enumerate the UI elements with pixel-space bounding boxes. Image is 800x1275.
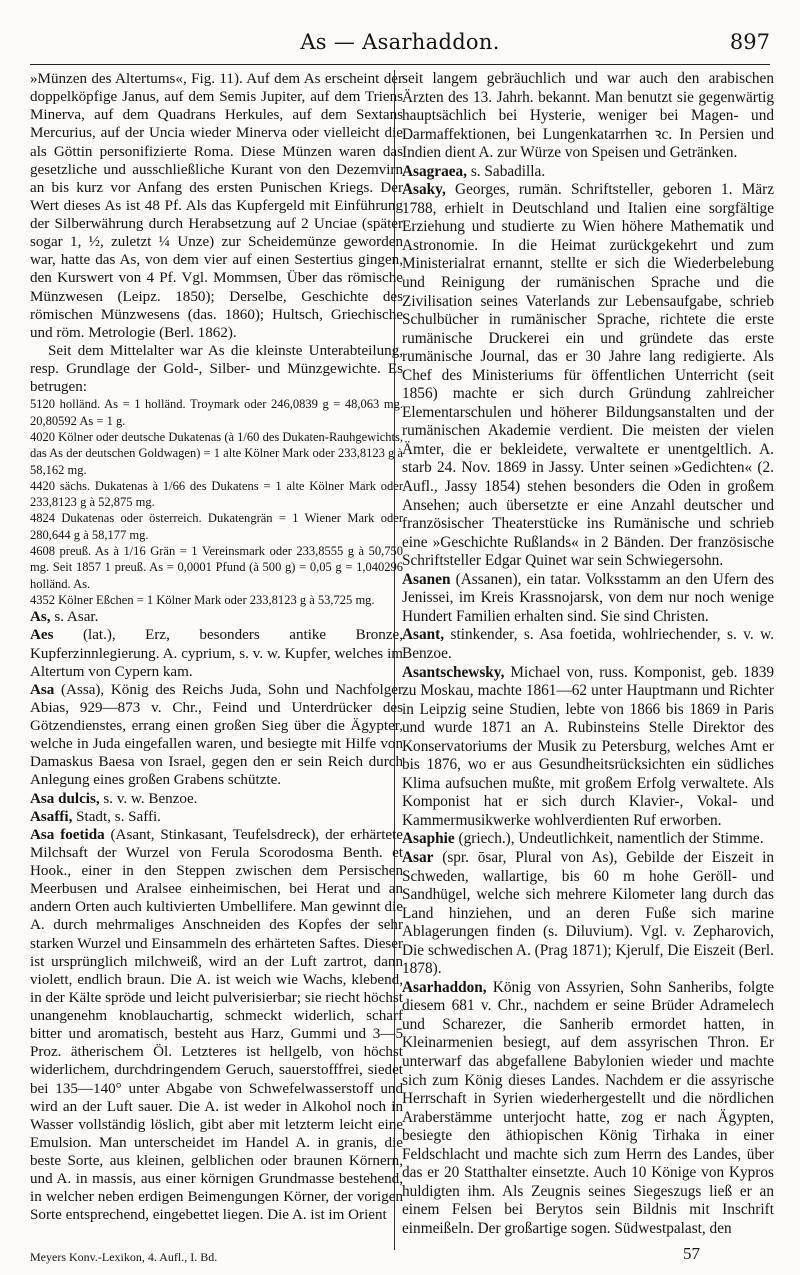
footer-imprint: Meyers Konv.-Lexikon, 4. Aufl., I. Bd. bbox=[30, 1250, 218, 1264]
entry-headword: Asar bbox=[402, 848, 434, 866]
dictionary-entry bbox=[30, 808, 403, 826]
right-intro-paragraph: seit langem gebräuchlich und war auch den arabischen Ärzten des 13. Jahrh. bekannt. Man benutzt sie gegenwärtig hauptsächlich bei Hysterie, weniger bei Magen- und Darmaffektionen, bei Lungenkatarrhen ꝛc. In Persien und Indien dient A. zur Würze von Speisen und Getränken. bbox=[402, 70, 774, 162]
entry-headword: Asaphie bbox=[402, 830, 455, 848]
entry-body: (spr. ōsar, Plural von As), Gebilde der Eiszeit in Schweden, wallartige, bis 60 m hohe Geröll- und Sandhügel, welche sich mehrere Kilometer lang durch das Land hinziehen, und an deren Fuße sich marine Ablagerungen finden (s. Diluvium). Vgl. v. Zepharovich, Die schwedischen A. (Prag 1871); Kjerulf, Die Eiszeit (Berl. 1878). bbox=[402, 848, 774, 978]
entry-body: Michael von, russ. Komponist, geb. 1839 zu Moskau, machte 1861—62 unter Hauptmann und Richter in Leipzig seine Studien, lebte von 1866 bis 1869 in Paris und wurde 1871 an A. Rubinsteins Stelle Direktor des Konservatoriums der Musik zu Petersburg, welches Amt er bis 1876, wo er aus Gesundheitsrücksichten ein südliches Klima aufsuchen mußte, mit großem Erfolg verwaltete. Als Komponist hat er sich durch Klavier-, Vokal- und Kammermusikwerke wohlverdienten Ruf erworben. bbox=[402, 663, 774, 829]
entry-body: s. v. w. Benzoe. bbox=[99, 790, 198, 807]
entry-headword: Asa bbox=[30, 681, 55, 698]
entry-body: (griech.), Undeutlichkeit, namentlich der Stimme. bbox=[454, 830, 764, 848]
measure-item: 4608 preuß. As à 1/16 Grän = 1 Vereinsmark oder 233,8555 g à 50,750 mg. Seit 1857 1 preuß. As = 0,0001 Pfund (à 500 g) = 0,05 g = 1,040296 holländ. As. bbox=[30, 544, 403, 591]
measure-item: 5120 holländ. As = 1 holländ. Troymark oder 246,0839 g = 48,063 mg. 20,80592 As = 1 g. bbox=[30, 397, 403, 428]
measure-item: 4020 Kölner oder deutsche Dukatenas (à 1/60 des Dukaten-Rauhgewichts, das As der deutschen Goldwagen) = 1 alte Kölner Mark oder 233,8123 g à 58,162 mg. bbox=[30, 429, 403, 477]
measure-item: 4352 Kölner Eßchen = 1 Kölner Mark oder 233,8123 g à 53,725 mg. bbox=[30, 593, 375, 607]
entry-headword: Asantschewsky, bbox=[402, 663, 505, 681]
left-second-paragraph: Seit dem Mittelalter war As die kleinste Unterabteilung, resp. Grundlage der Gold-, Silber- und Münzgewichte. Es betrugen: bbox=[30, 342, 403, 396]
entry-body: stinkender, s. Asa foetida, wohlriechender, s. v. w. Benzoe. bbox=[402, 626, 774, 662]
dictionary-entry bbox=[402, 571, 774, 627]
entry-headword: Aes bbox=[30, 627, 54, 644]
dictionary-entry bbox=[402, 849, 774, 979]
dictionary-entry bbox=[30, 826, 403, 1225]
entry-headword: Asaffi, bbox=[30, 808, 73, 825]
entry-body: Stadt, s. Saffi. bbox=[72, 808, 161, 825]
dictionary-entry bbox=[402, 626, 774, 663]
entry-headword: Asa foetida bbox=[30, 826, 105, 843]
dictionary-entry bbox=[402, 664, 774, 831]
entry-headword: Asarhaddon, bbox=[402, 978, 487, 996]
entry-headword: As, bbox=[30, 609, 51, 626]
measures-list bbox=[30, 396, 403, 608]
page-number: 897 bbox=[729, 30, 770, 54]
header-rule bbox=[30, 64, 770, 65]
entry-headword: Asanen bbox=[402, 570, 451, 588]
dictionary-entry bbox=[30, 790, 403, 808]
entry-body: (Assa), König des Reichs Juda, Sohn und Nachfolger Abias, 929—873 v. Chr., Feind und Unterdrücker des Götzendienstes, errang einen großen Sieg über die Ägypter, welche in Juda eingefallen waren, und besiegte mit Hilfe von Damaskus Baesa von Israel, gegen den er sein Reich durch Anlegung eines großen Grabens schützte. bbox=[30, 681, 403, 789]
dictionary-entry bbox=[30, 608, 403, 626]
entry-body: s. Asar. bbox=[50, 609, 99, 626]
page-title: As — Asarhaddon. bbox=[300, 30, 500, 54]
left-intro-paragraph: »Münzen des Altertums«, Fig. 11). Auf dem As erscheint der doppelköpfige Janus, auf dem Semis Jupiter, auf dem Triens Minerva, auf dem Quadrans Herkules, auf dem Sextans Mercurius, auf der Uncia wieder Minerva oder vielleicht die als Göttin personifizierte Roma. Diese Münzen waren das gesetzliche und ausschließliche Kurant von den Dezemvirn an bis kurz vor Anfang des ersten Punischen Kriegs. Der Wert dieses As ist 48 Pf. Als das Kupfergeld mit Einführung der Silberwährung durch Herabsetzung auf 2 Unciae (später sogar 1, ½, zuletzt ¼ Unze) zur Scheidemünze geworden war, hatte das As, von dem vier auf einen Sestertius gingen, den Kurswert von 4 Pf. Vgl. Mommsen, Über das römische Münzwesen (Leipz. 1850); Derselbe, Geschichte des römischen Münzwesens (das. 1860); Hultsch, Griechische und röm. Metrologie (Berl. 1862). bbox=[30, 71, 403, 341]
measure-item: 4420 sächs. Dukatenas à 1/66 des Dukatens = 1 alte Kölner Mark oder 233,8123 g à 52,875 mg. bbox=[30, 478, 403, 510]
page-header bbox=[0, 30, 800, 62]
dictionary-entry bbox=[402, 830, 774, 849]
dictionary-entry bbox=[402, 163, 774, 182]
entry-headword: Asaky, bbox=[402, 181, 446, 199]
measure-item: 4824 Dukatenas oder österreich. Dukatengrän = 1 Wiener Mark oder 280,644 g à 58,177 mg. bbox=[30, 511, 403, 542]
dictionary-entry bbox=[30, 681, 403, 790]
printer-signature: 57 bbox=[683, 1244, 700, 1263]
dictionary-entry bbox=[402, 181, 774, 570]
dictionary-entry bbox=[30, 626, 403, 680]
entry-headword: Asagraea, bbox=[402, 162, 467, 180]
entry-body: (Asant, Stinkasant, Teufelsdreck), der erhärtete Milchsaft der Wurzel von Ferula Scorodosma Benth. et Hook., einer in den Steppen zwischen dem Persischen Meerbusen und Aralsee einheimischen, bei Herat und an andern Orten auch kultivierten Umbellifere. Man gewinnt die A. durch mehrmaliges Anschneiden des Kopfes der sehr starken Wurzel und Einsammeln des erhärteten Saftes. Dieser ist ursprünglich milchweiß, wird an der Luft zartrot, dann violett, endlich braun. Die A. ist weich wie Wachs, klebend, in der Kälte spröde und leicht pulverisierbar; sie riecht höchst unangenehm knoblauchartig, schmeckt widerlich, scharf bitter und aromatisch, besteht aus Harz, Gummi und 3—5 Proz. ätherischem Öl. Letzteres ist hellgelb, von höchst widerlichem, durchdringendem Geruch, sauerstofffrei, siedet bei 135—140° unter Abgabe von Schwefelwasserstoff und wird an der Luft sauer. Die A. ist weder in Alkohol noch in Wasser vollständig löslich, gibt aber mit letzterm leicht eine Emulsion. Man unterscheidet im Handel A. in granis, die beste Sorte, aus kleinen, gelblichen oder braunen Körnern, und A. in massis, aus einer körnigen Grundmasse bestehend, in welcher neben erdigen Beimengungen Körner, der vorigen Sorte entsprechend, eingebettet liegen. Die A. ist im Orient bbox=[30, 826, 403, 1224]
entry-headword: Asant, bbox=[402, 626, 445, 644]
entry-headword: Asa dulcis, bbox=[30, 790, 100, 807]
right-column bbox=[402, 70, 774, 1238]
dictionary-entry bbox=[402, 979, 774, 1239]
entry-body: König von Assyrien, Sohn Sanheribs, folgte diesem 681 v. Chr., nachdem er seine Brüder Adramelech und Scharezer, die Sanherib ermordet hatten, in Kleinarmenien besiegt, auf dem assyrischen Thron. Er unterwarf das abgefallene Babylonien wieder und machte sich zum König dieses Landes. Nachdem er die assyrische Herrschaft in Syrien wiederhergestellt und die nördlichen Araberstämme unterjocht hatte, zog er nach Ägypten, besiegte den äthiopischen König Tirhaka in einer Feldschlacht und machte sich zum Herrn des Landes, über das er 20 Statthalter einsetzte. Auch 10 Könige von Kypros huldigten ihm. Als Zeugnis seines Siegeszugs ließ er an einem Felsen bei Berytos sein Bildnis mit Inschrift einmeißeln. Der großartige sogen. Südwestpalast, den bbox=[402, 978, 774, 1237]
left-column bbox=[30, 70, 403, 1225]
entry-body: (Assanen), ein tatar. Volksstamm an den Ufern des Jenissei, im Kreis Krassnojarsk, von dem nur noch wenige Hundert Familien erhalten sind. Sie sind Christen. bbox=[402, 570, 774, 625]
entry-body: (lat.), Erz, besonders antike Bronze, Kupferzinnlegierung. A. cyprium, s. v. w. Kupfer, welches im Altertum von Cypern kam. bbox=[30, 627, 403, 680]
entry-body: s. Sabadilla. bbox=[467, 162, 546, 180]
entry-body: Georges, rumän. Schriftsteller, geboren 1. März 1788, erhielt in Deutschland und Italien eine sorgfältige Erziehung und studierte zu Wien höhere Mathematik und Astronomie. In die Heimat zurückgekehrt und zum Ministerialrat ernannt, stellte er sich die Wiederbelebung und Reinigung der rumänischen Sprache und die Zivilisation seines Vaterlands zur Lebensaufgabe, schrieb Schulbücher in rumänischer Sprache, richtete die erste rumänische Druckerei ein und gründete das erste rumänische Journal, das er 30 Jahre lang redigierte. Als Chef des Ministeriums für öffentlichen Unterricht (seit 1856) machte er sich durch Gründung zahlreicher Elementarschulen und höherer Bildungsanstalten und der rumänischen Akademie verdient. Die meisten der vielen Ämter, die er bekleidete, verwaltete er unentgeltlich. A. starb 24. Nov. 1869 in Jassy. Unter seinen »Gedichten« (2. Aufl., Jassy 1854) stehen besonders die Oden in großem Ansehen; auch übersetzte er eine Anzahl deutscher und französischer Theaterstücke ins Rumänische und schrieb eine »Geschichte Rußlands« in 2 Bänden. Der französische Schriftsteller Edgar Quinet war sein Schwiegersohn. bbox=[402, 181, 774, 570]
